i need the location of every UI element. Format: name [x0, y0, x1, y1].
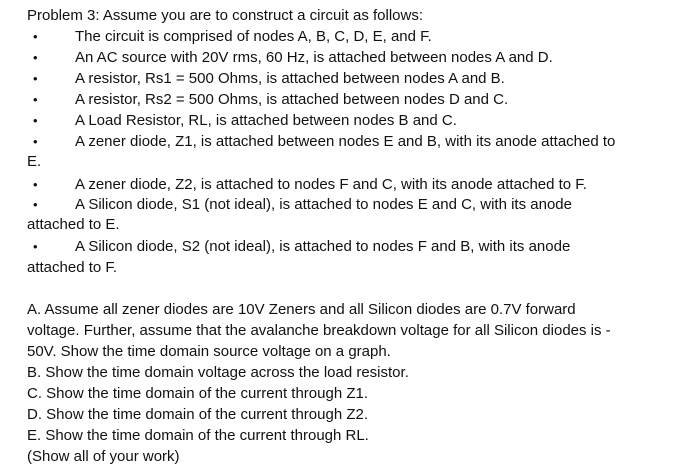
problem-title: Problem 3: Assume you are to construct a circuit as follows:: [27, 7, 423, 24]
work-note: (Show all of your work): [27, 448, 180, 465]
bullet-icon: •: [33, 50, 38, 65]
list-item-text: A Load Resistor, RL, is attached between nodes B and C.: [75, 112, 457, 129]
question-c: C. Show the time domain of the current through Z1.: [27, 385, 369, 402]
bullet-icon: •: [33, 71, 38, 86]
list-item-wrap: attached to E.: [27, 216, 120, 233]
list-item-wrap: E.: [27, 153, 42, 170]
bullet-icon: •: [33, 197, 38, 212]
question-a-line-1: A. Assume all zener diodes are 10V Zeners and all Silicon diodes are 0.7V forward: [27, 301, 576, 318]
list-item-text: The circuit is comprised of nodes A, B, C, D, E, and F.: [75, 28, 432, 45]
bullet-icon: •: [33, 134, 38, 149]
question-d: D. Show the time domain of the current through Z2.: [27, 406, 369, 423]
list-item-text: A resistor, Rs2 = 500 Ohms, is attached between nodes D and C.: [75, 91, 509, 108]
bullet-icon: •: [33, 113, 38, 128]
list-item-text: A Silicon diode, S1 (not ideal), is attached to nodes E and C, with its anode: [75, 196, 572, 213]
list-item-text: A zener diode, Z1, is attached between nodes E and B, with its anode attached to: [75, 133, 616, 150]
question-a-line-3: 50V. Show the time domain source voltage on a graph.: [27, 343, 391, 360]
bullet-icon: •: [33, 177, 38, 192]
list-item-text: An AC source with 20V rms, 60 Hz, is attached between nodes A and D.: [75, 49, 553, 66]
list-item-text: A zener diode, Z2, is attached to nodes F and C, with its anode attached to F.: [75, 176, 587, 193]
question-a-line-2: voltage. Further, assume that the avalanche breakdown voltage for all Silicon diodes is -: [27, 322, 611, 339]
bullet-icon: •: [33, 29, 38, 44]
list-item-wrap: attached to F.: [27, 259, 118, 276]
list-item-text: A Silicon diode, S2 (not ideal), is attached to nodes F and B, with its anode: [75, 238, 571, 255]
question-e: E. Show the time domain of the current through RL.: [27, 427, 369, 444]
bullet-icon: •: [33, 239, 38, 254]
list-item-text: A resistor, Rs1 = 500 Ohms, is attached between nodes A and B.: [75, 70, 505, 87]
bullet-icon: •: [33, 92, 38, 107]
question-b: B. Show the time domain voltage across the load resistor.: [27, 364, 409, 381]
